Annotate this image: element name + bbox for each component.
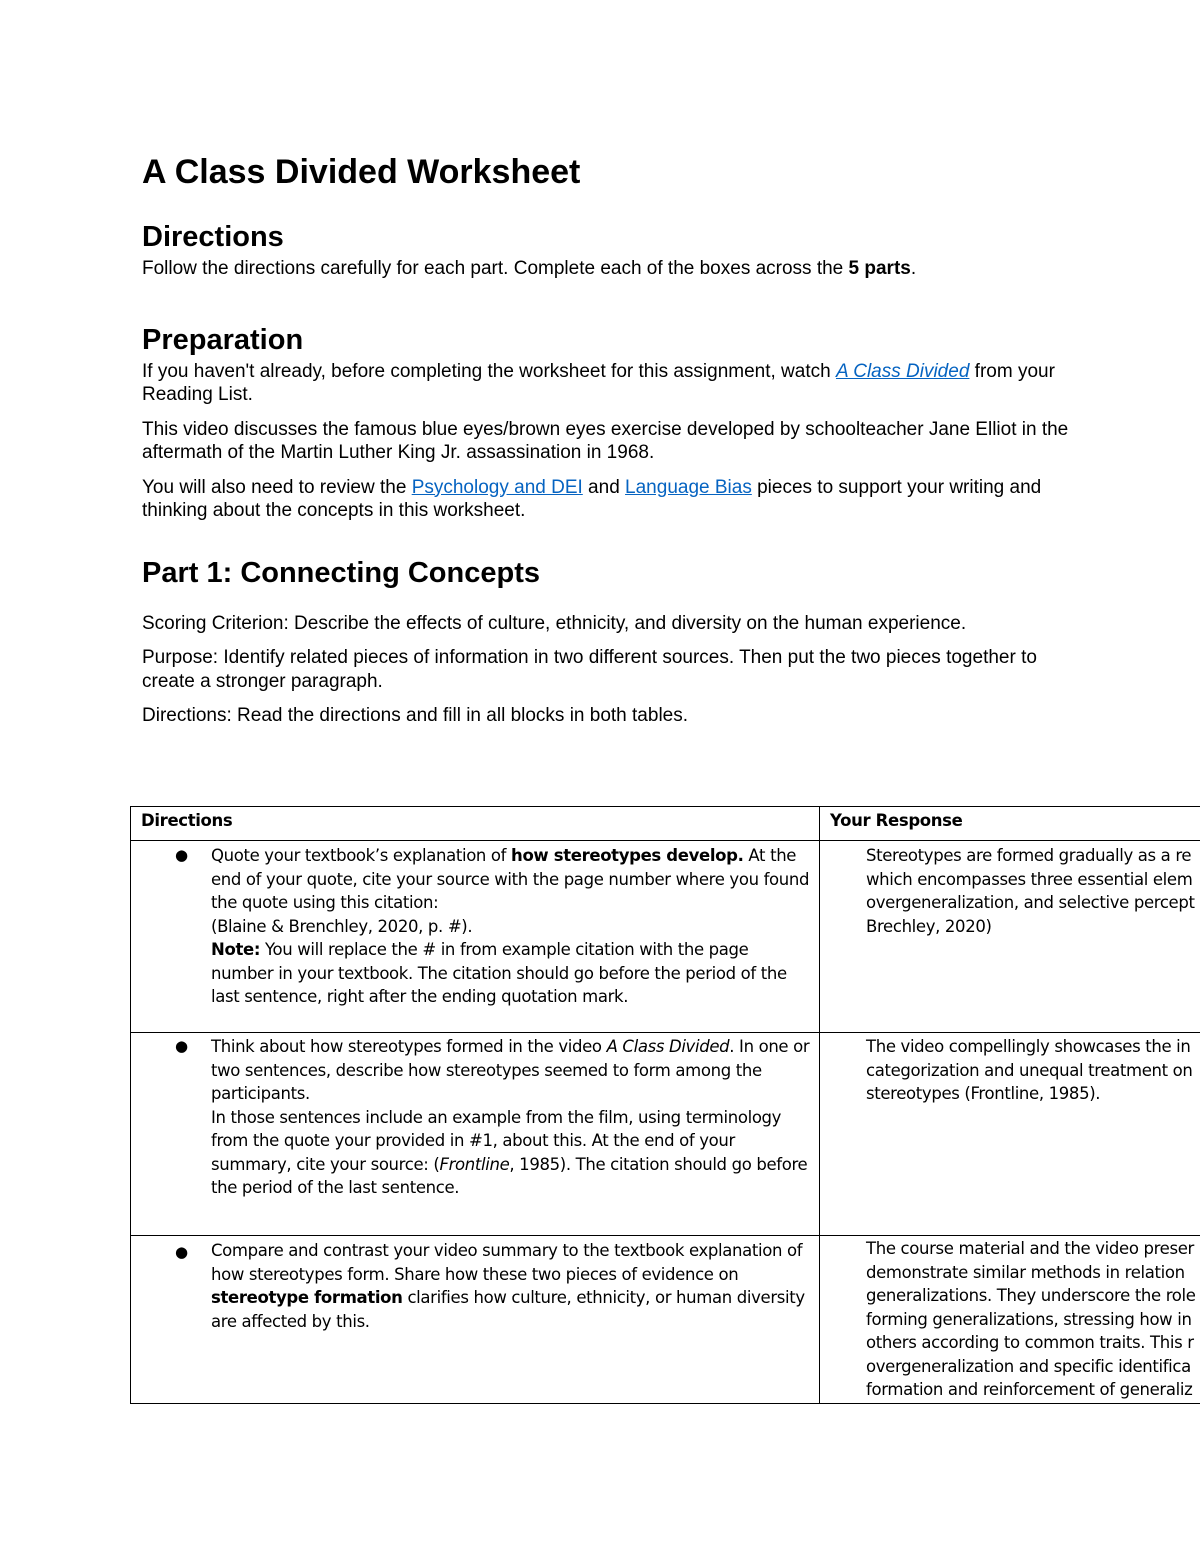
response-line: Brechley, 2020)	[866, 916, 992, 936]
bullet-icon: ●	[175, 846, 188, 864]
response-line: stereotypes (Frontline, 1985).	[866, 1084, 1101, 1103]
response-line: formation and reinforcement of generaliz	[866, 1380, 1193, 1399]
directions-text: Follow the directions carefully for each part. Complete each of the boxes across the 5 parts.	[142, 258, 917, 279]
part1-directions: Directions: Read the directions and fill in all blocks in both tables.	[142, 705, 689, 726]
directions-heading: Directions	[142, 221, 284, 253]
bullet-icon: ●	[175, 1243, 188, 1261]
a-class-divided-link[interactable]: A Class Divided	[835, 360, 970, 382]
scoring-criterion: Scoring Criterion: Describe the effects of culture, ethnicity, and diversity on the human experience.	[142, 612, 967, 634]
preparation-paragraph-3: You will also need to review the Psychology and DEI and Language Bias pieces to support your writing and thinking about the concepts in this worksheet.	[142, 476, 1042, 521]
response-line: forming generalizations, stressing how in	[866, 1309, 1192, 1329]
header-directions: Directions	[131, 807, 820, 841]
preparation-paragraph-2: This video discusses the famous blue eyes/brown eyes exercise developed by schoolteacher Jane Elliot in the aftermath of the Martin Luther King Jr. assassination in 1968.	[142, 418, 1069, 463]
row2-response-cell[interactable]	[820, 1033, 1200, 1236]
response-line: others according to common traits. This r	[866, 1333, 1194, 1352]
response-line: demonstrate similar methods in relation	[866, 1262, 1185, 1282]
response-line: overgeneralization, and selective percept	[866, 893, 1195, 912]
response-line: categorization and unequal treatment on	[866, 1060, 1193, 1080]
row1-response-cell[interactable]	[820, 841, 1200, 1033]
row2-instruction: Think about how stereotypes formed in the video A Class Divided. In one or two sentences, describe how stereotypes seemed to form among the participants.	[211, 1037, 810, 1103]
response-line: The course material and the video preser	[866, 1239, 1194, 1258]
purpose-text: Purpose: Identify related pieces of information in two different sources. Then put the two pieces together to create a stronger paragraph.	[142, 647, 1037, 692]
table-header-row	[131, 807, 1200, 841]
table-row	[131, 1236, 1200, 1404]
language-bias-link[interactable]: Language Bias	[625, 476, 752, 498]
header-your-response: Your Response	[820, 807, 1200, 841]
response-line: which encompasses three essential elem	[866, 869, 1193, 889]
row1-directions-cell	[131, 841, 820, 1033]
table-row	[131, 841, 1200, 1033]
response-line: Stereotypes are formed gradually as a re	[866, 846, 1192, 865]
row3-instruction: Compare and contrast your video summary to the textbook explanation of how stereotypes form. Share how these two pieces of evidence on stereotype formation clarifies how culture, ethnicity, or human diversity are affected by this.	[211, 1241, 805, 1331]
bullet-icon: ●	[175, 1037, 188, 1055]
part1-heading: Part 1: Connecting Concepts	[142, 556, 540, 589]
preparation-heading: Preparation	[142, 323, 304, 356]
row3-directions-cell	[131, 1236, 820, 1404]
row3-response-cell[interactable]	[820, 1236, 1200, 1404]
connecting-concepts-table	[130, 806, 1200, 1404]
psychology-dei-link[interactable]: Psychology and DEI	[411, 476, 583, 498]
row1-instruction: Quote your textbook’s explanation of how stereotypes develop. At the end of your quote, cite your source with the page number where you found the quote using this citation: (Blaine & Brenchley, 2020, p. #).	[211, 846, 810, 936]
row1-note: Note: You will replace the # in from example citation with the page number in your textbook. The citation should go before the period of the last sentence, right after the ending quotation mark.	[211, 940, 787, 1006]
response-line: The video compellingly showcases the in	[866, 1037, 1191, 1056]
row2-directions-cell	[131, 1033, 820, 1236]
response-line: overgeneralization and specific identifica	[866, 1356, 1191, 1376]
preparation-paragraph-1: If you haven't already, before completing the worksheet for this assignment, watch A Class Divided from your Reading List.	[142, 360, 1055, 405]
table-row	[131, 1033, 1200, 1236]
page-title: A Class Divided Worksheet	[142, 153, 581, 191]
response-line: generalizations. They underscore the role	[866, 1286, 1196, 1305]
row2-instruction-2: In those sentences include an example from the film, using terminology from the quote your provided in #1, about this. At the end of your summary, cite your source: (Frontline, 1985). The citation should go before the period of the last sentence.	[211, 1107, 808, 1197]
worksheet-page	[142, 150, 1072, 728]
